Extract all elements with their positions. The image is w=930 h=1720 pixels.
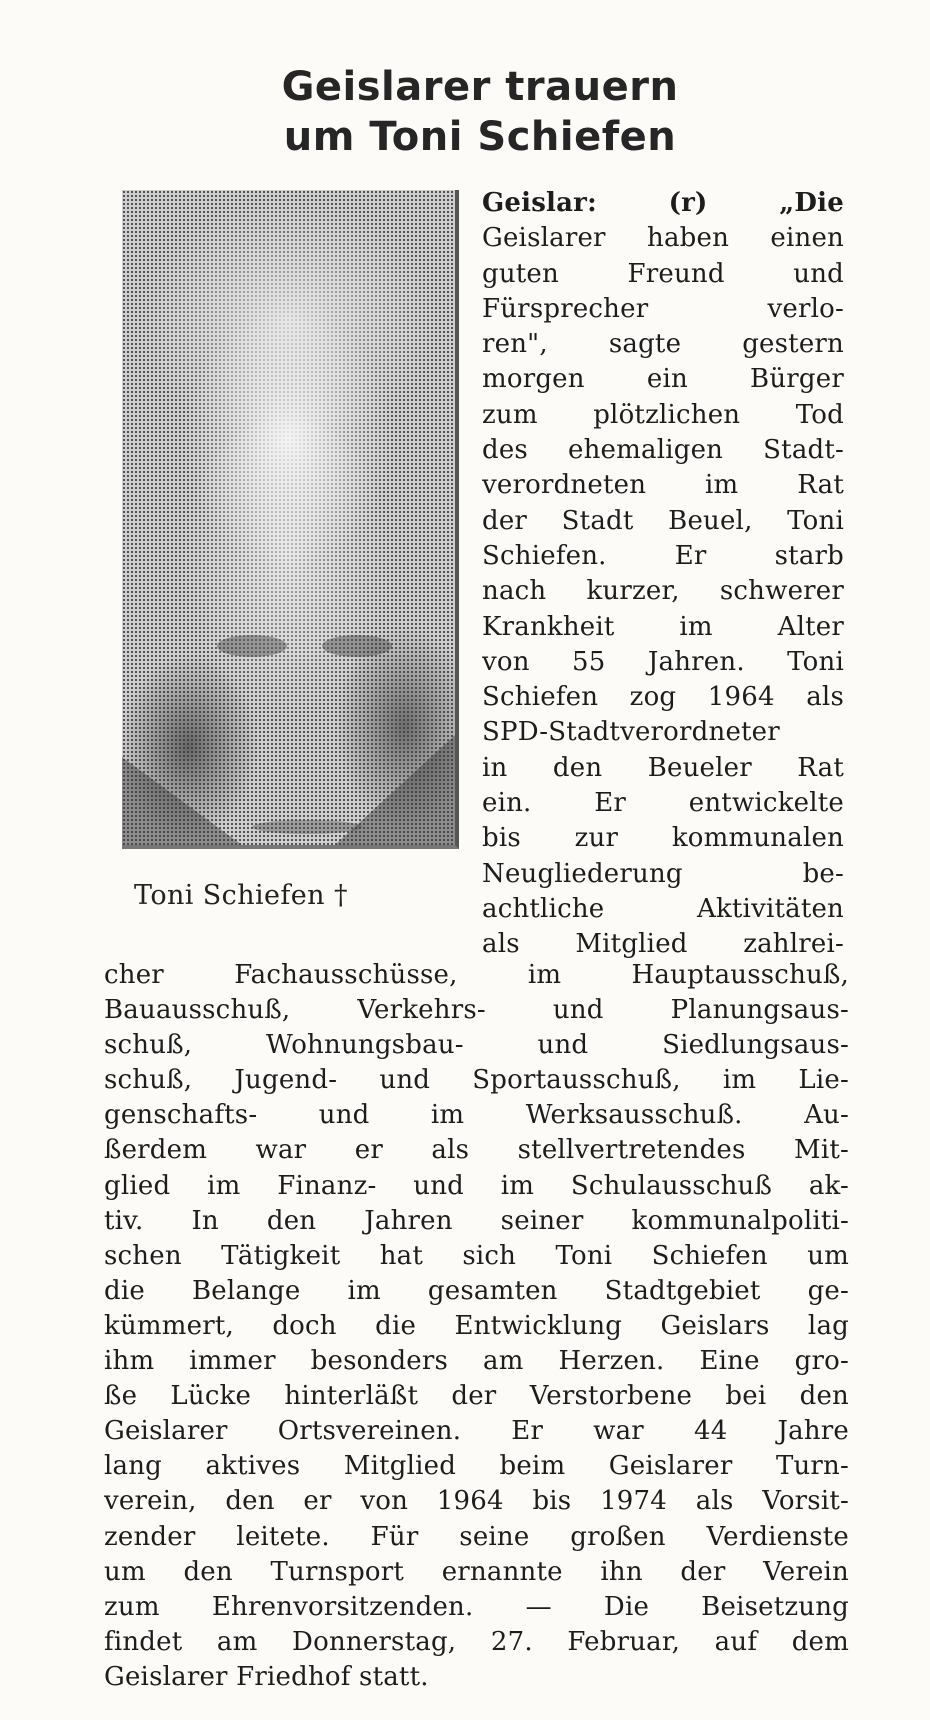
text-line: der Stadt Beuel, Toni [482,505,844,536]
text-line: die Belange im gesamten Stadtgebiet ge- [104,1275,849,1306]
photo-face [182,420,392,720]
article-column-text [482,186,844,963]
text-line: genschafts- und im Werksausschuß. Au- [104,1100,849,1131]
text-line: bis zur kommunalen [482,823,844,854]
text-line: verordneten im Rat [482,470,844,501]
text-line: Krankheit im Alter [482,611,844,642]
text-line: SPD-Stadtverordneter [482,717,780,748]
text-line: als Mitglied zahlrei- [482,929,844,960]
text-line: schen Tätigkeit hat sich Toni Schiefen um [104,1240,849,1271]
text-line: schuß, Jugend- und Sportausschuß, im Lie- [104,1065,849,1096]
photo-shade [335,735,455,845]
photo-shade [252,820,362,834]
text-line: um den Turnsport ernannte ihn der Verein [104,1556,849,1587]
text-line: schuß, Wohnungsbau- und Siedlungsaus- [104,1030,849,1061]
text-line: Schiefen zog 1964 als [482,682,844,713]
text-line: ße Lücke hinterläßt der Verstorbene bei den [104,1381,849,1412]
text-line: lang aktives Mitglied beim Geislarer Turn- [104,1451,849,1482]
text-line: Geislarer haben einen [482,223,844,254]
text-line: Bauausschuß, Verkehrs- und Planungsaus- [104,995,849,1026]
text-line: Schiefen. Er starb [482,540,844,571]
text-line: cher Fachausschüsse, im Hauptausschuß, [104,960,849,990]
article-headline [240,62,720,162]
text-line: ren", sagte gestern [482,329,844,360]
text-line: in den Beueler Rat [482,752,844,783]
text-line: Geislarer Ortsvereinen. Er war 44 Jahre [104,1416,849,1447]
text-line: guten Freund und [482,258,844,289]
text-line: zum plötzlichen Tod [482,399,844,430]
photo-shade [122,735,242,845]
text-line: Geislarer Friedhof statt. [104,1661,429,1692]
photo-shade [322,635,392,657]
text-line: glied im Finanz- und im Schulausschuß ak- [104,1170,849,1201]
text-line: zum Ehrenvorsitzenden. — Die Beisetzung [104,1591,849,1622]
text-line: kümmert, doch die Entwicklung Geislars lag [104,1310,849,1341]
text-line: findet am Donnerstag, 27. Februar, auf dem [104,1626,849,1657]
text-line: morgen ein Bürger [482,364,844,395]
text-line: zender leitete. Für seine großen Verdienste [104,1521,849,1552]
text-line: Geislar: (r) „Die [482,188,844,218]
text-line: achtliche Aktivitäten [482,893,844,924]
text-line: ihm immer besonders am Herzen. Eine gro- [104,1346,849,1377]
text-line: nach kurzer, schwerer [482,576,844,607]
photo-caption: Toni Schiefen † [134,880,348,911]
text-line: Neugliederung be- [482,858,844,889]
article-body-text [104,958,849,1695]
portrait-photo [122,190,459,849]
headline-line: Geislarer trauern [281,64,679,110]
text-line: ein. Er entwickelte [482,788,844,819]
headline-line: um Toni Schiefen [283,114,677,160]
text-line: ßerdem war er als stellvertretendes Mit- [104,1135,849,1166]
text-line: tiv. In den Jahren seiner kommunalpoliti- [104,1205,849,1236]
text-line: verein, den er von 1964 bis 1974 als Vorsit- [104,1486,849,1517]
text-line: Fürsprecher verlo- [482,293,844,324]
photo-shade [217,635,287,657]
text-line: von 55 Jahren. Toni [482,646,844,677]
text-line: des ehemaligen Stadt- [482,435,844,466]
